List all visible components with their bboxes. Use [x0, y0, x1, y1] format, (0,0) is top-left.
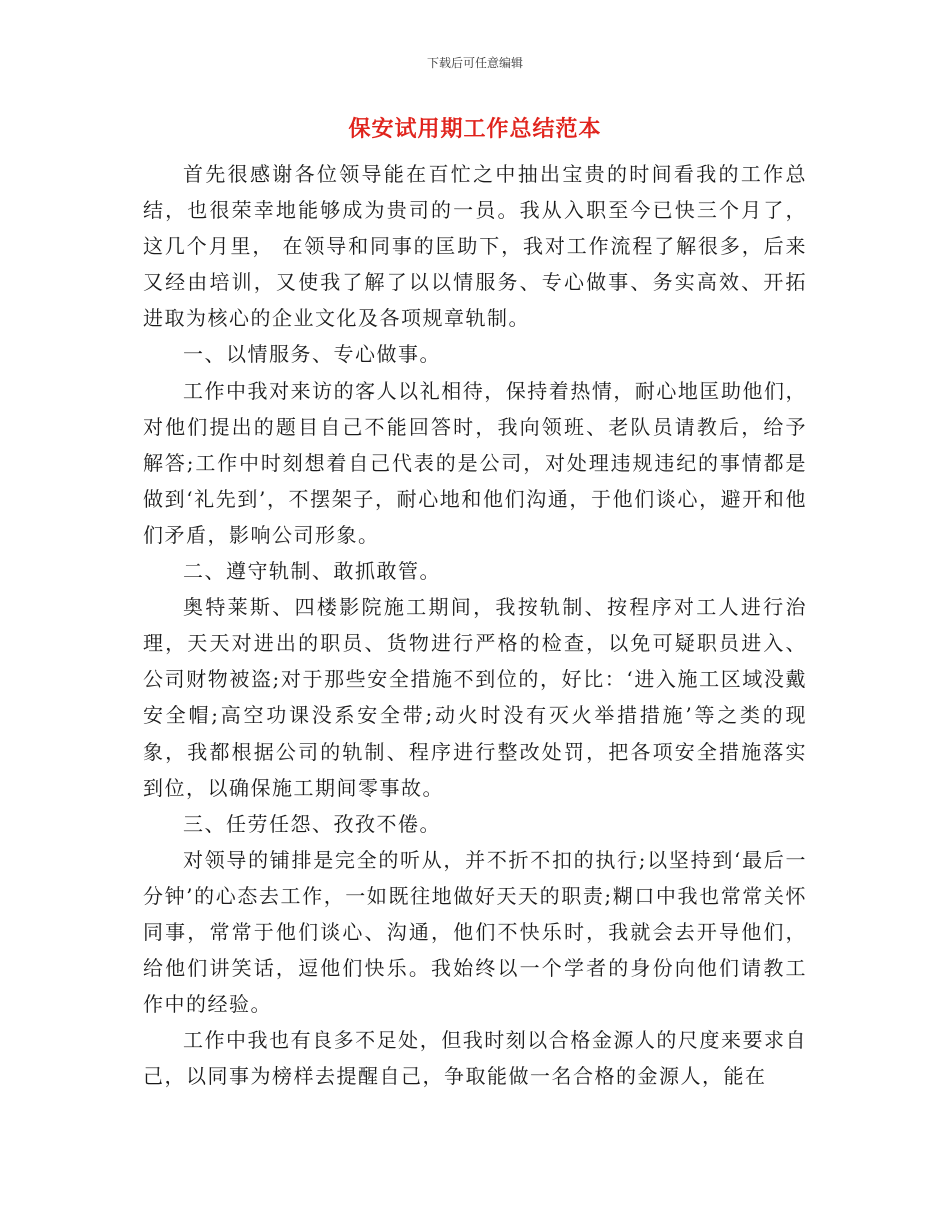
paragraph-closing: 工作中我也有良多不足处，但我时刻以合格金源人的尺度来要求自己，以同事为榜样去提醒自己，争取能做一名合格的金源人，能在 — [143, 1028, 807, 1089]
paragraph-section-1: 工作中我对来访的客人以礼相待，保持着热情，耐心地匡助他们，对他们提出的题目自己不能回答时，我向领班、老队员请教后，给予解答;工作中时刻想着自己代表的是公司，对处理违规违纪的事情都是做到‘礼先到’，不摆架子，耐心地和他们沟通，于他们谈心，避开和他们矛盾，影响公司形象。 — [143, 378, 807, 547]
document-title: 保安试用期工作总结范本 — [348, 117, 602, 142]
paragraph-section-3: 对领导的铺排是完全的听从，并不折不扣的执行;以坚持到‘最后一分钟’的心态去工作，一如既往地做好天天的职责;糊口中我也常常关怀同事，常常于他们谈心、沟通，他们不快乐时，我就会去开导他们，给他们讲笑话，逗他们快乐。我始终以一个学者的身份向他们请教工作中的经验。 — [143, 847, 807, 1017]
paragraph-intro: 首先很感谢各位领导能在百忙之中抽出宝贵的时间看我的工作总结，也很荣幸地能够成为贵司的一员。我从入职至今已快三个月了，这几个月里， 在领导和同事的匡助下，我对工作流程了解很多，后来又经由培训，又使我了解了以以情服务、专心做事、务实高效、开拓进取为核心的企业文化及各项规章轨制。 — [143, 162, 807, 331]
section-heading-3: 三、任劳任怨、孜孜不倦。 — [183, 811, 441, 836]
paragraph-section-2: 奥特莱斯、四楼影院施工期间，我按轨制、按程序对工人进行治理，天天对进出的职员、货物进行严格的检查，以免可疑职员进入、公司财物被盗;对于那些安全措施不到位的，好比：‘进入施工区域没戴安全帽;高空功课没系安全带;动火时没有灭火举措措施’等之类的现象，我都根据公司的轨制、程序进行整改处罚，把各项安全措施落实到位，以确保施工期间零事故。 — [143, 595, 807, 800]
page-header-note: 下载后可任意编辑 — [426, 56, 523, 70]
section-heading-2: 二、遵守轨制、敢抓敢管。 — [183, 559, 441, 584]
document-body — [143, 156, 807, 1094]
section-heading-1: 一、以情服务、专心做事。 — [183, 342, 441, 367]
